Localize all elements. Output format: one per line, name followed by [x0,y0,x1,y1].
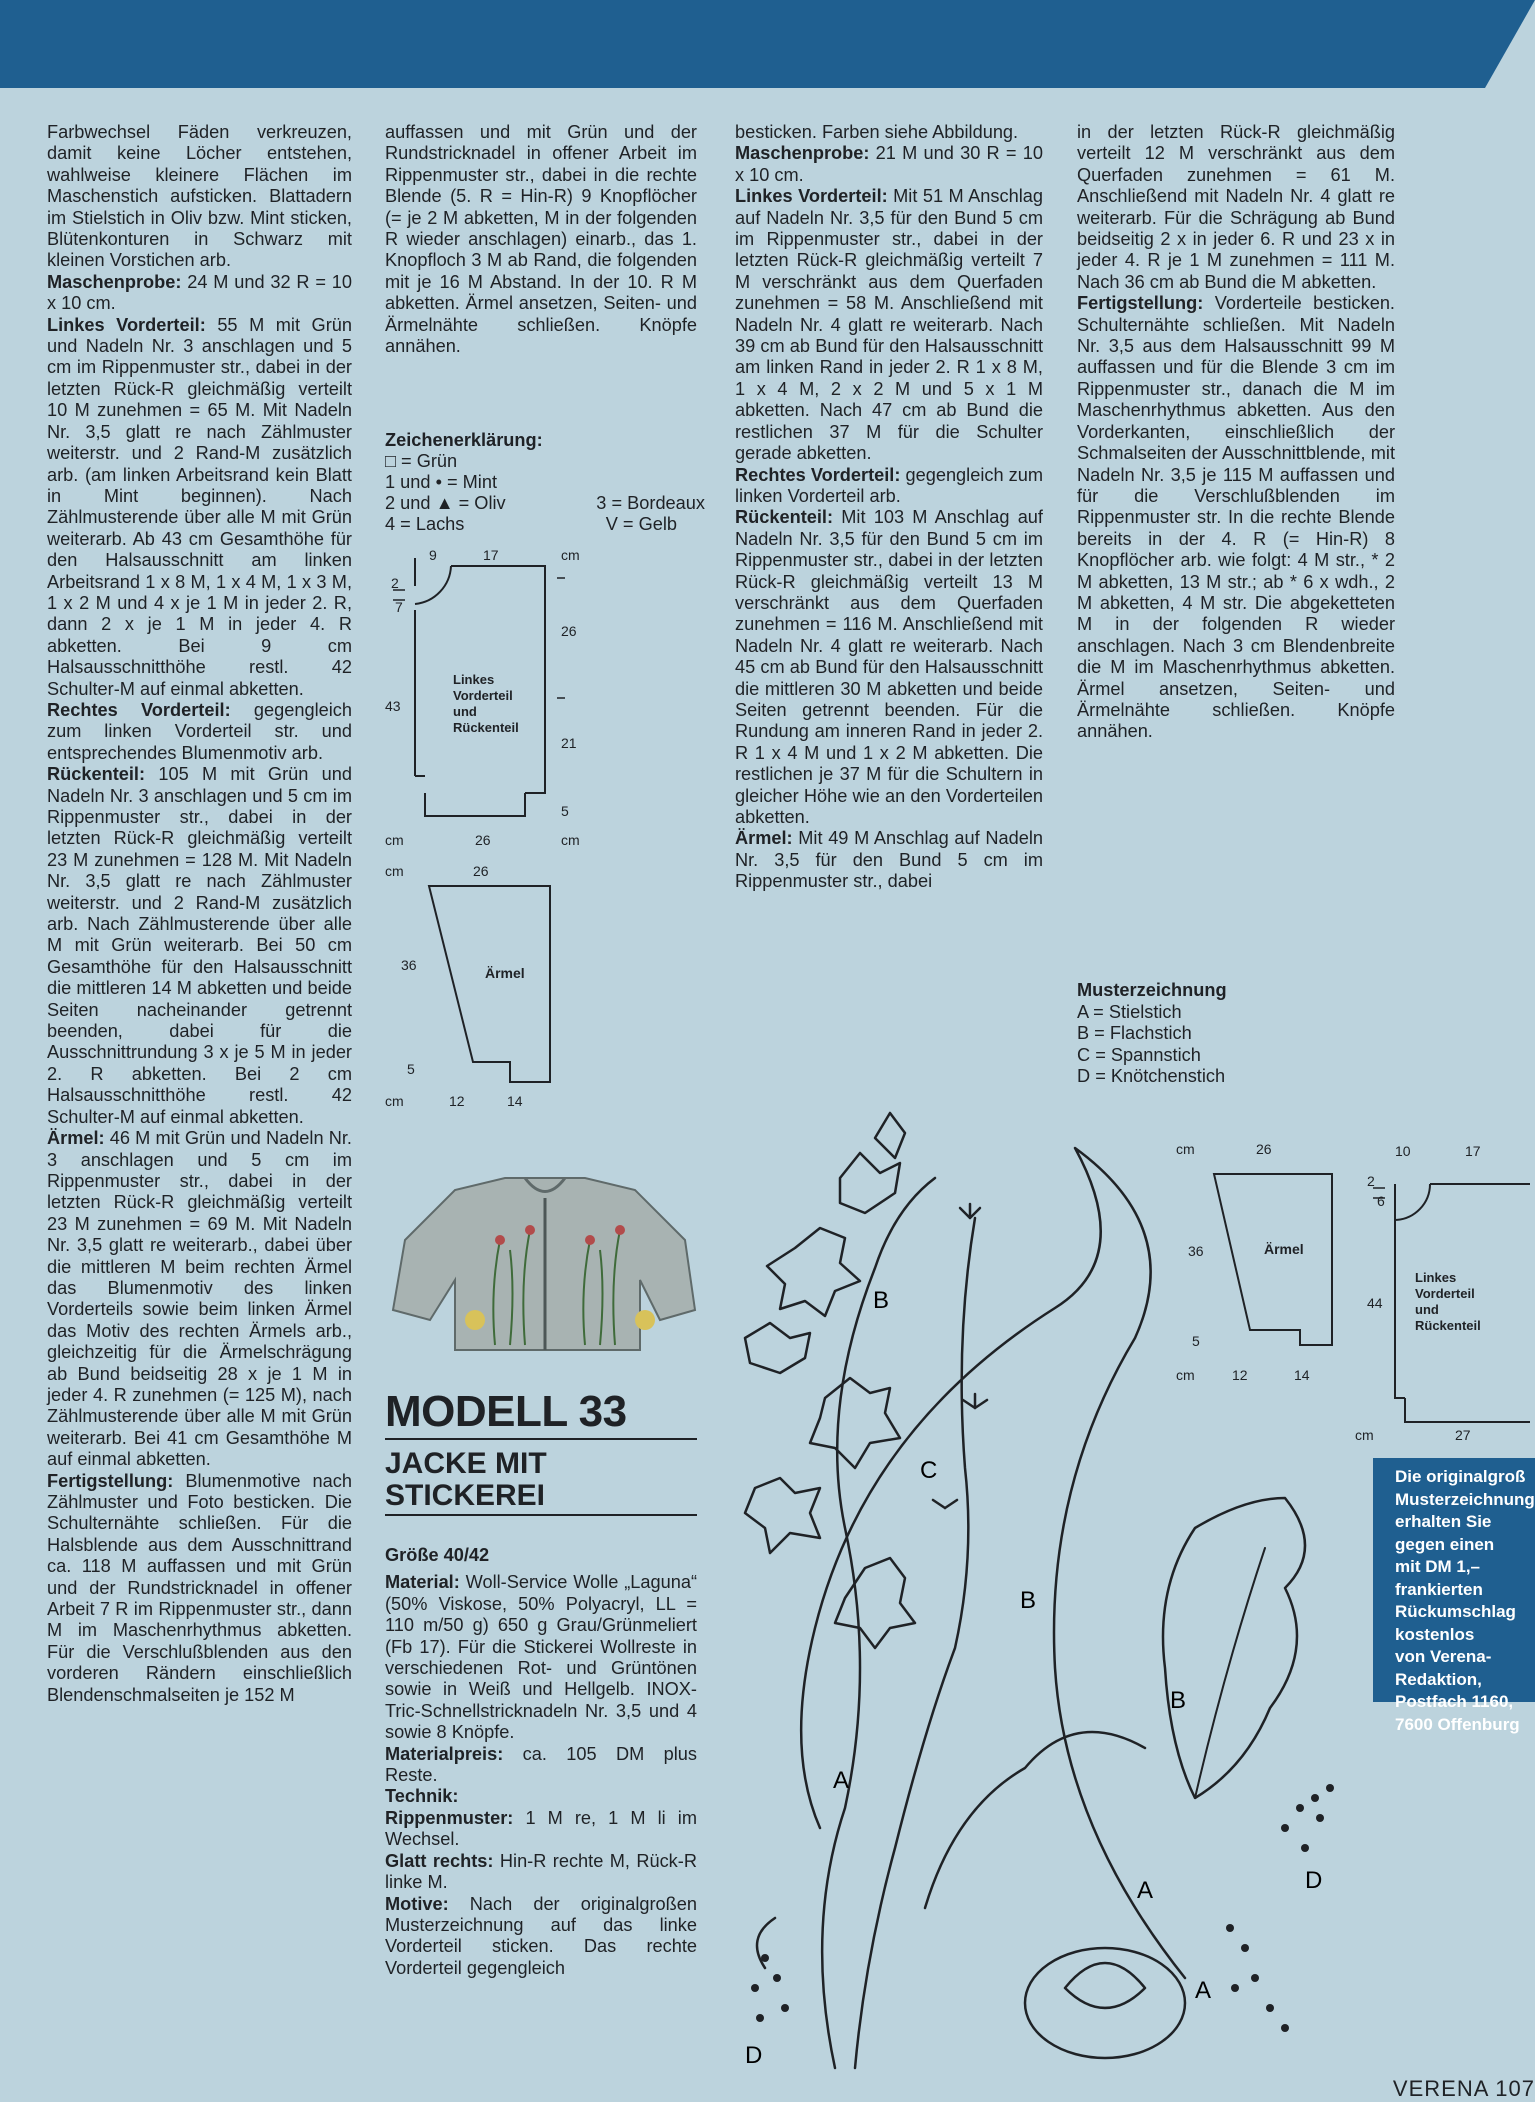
dim-label: 26 [475,832,491,848]
paragraph [735,465,1043,508]
title-rule [385,1514,697,1516]
paragraph-heading: Material: [385,1572,460,1593]
stitch-label: B [1170,1687,1187,1714]
paragraph-heading: Fertigstellung: [47,1470,174,1491]
embroidery-pattern [725,1108,1365,2078]
top-color-band [0,0,1535,88]
model-name-line2: STICKEREI [385,1479,546,1512]
dim-label: 43 [385,698,401,714]
paragraph [735,186,1043,464]
order-info-line: frankierten [1395,1579,1483,1599]
paragraph [735,507,1043,828]
sweater-photo [385,1170,703,1370]
paragraph-heading: Ärmel: [47,1128,105,1149]
paragraph-text: besticken. Farben siehe Abbildung. [735,122,1019,142]
paragraph [1077,293,1395,743]
paragraph-text: Nach der originalgroßen Musterzeichnung auf das linke Vorderteil sticken. Das rechte Vorderteil gegengleich [385,1893,697,1978]
paragraph [385,1744,697,1787]
paragraph-heading: Technik: [385,1786,459,1807]
ivy-leaf [840,1153,900,1213]
dim-label: 21 [561,735,577,751]
dim-label: 36 [1188,1243,1204,1259]
paragraph-text: auffassen und mit Grün und der Rundstricknadel in offener Arbeit im Rippenmuster str., dabei in die rechte Blende (5. R = Hin-R) 9 Knopflöcher (= je 2 M abketten, M in der folgenden R wieder anschlagen) einarb., das 1. Knopfloch 3 M ab Rand, die folgenden mit je 16 M Abstand. In der 10. R M abketten. Ärmel ansetzen, Seiten- und Ärmelnähte schließen. Knöpfe annähen. [385,122,697,357]
dim-label: cm [1355,1427,1374,1440]
paragraph-text: Woll-Service Wolle „Laguna“ (50% Viskose, 50% Polyacryl, LL = 110 m/50 g) 650 g Grau/Grünmeliert (Fb 17). Für die Stickerei Wollreste in verschiedenen Rot- und Grüntönen sowie in Weiß und Hellgelb. INOX-Tric-Schnellstricknadeln Nr. 3,5 und 4 sowie 8 Knöpfe. [385,1572,697,1743]
paragraph [385,1572,697,1743]
title-rule [385,1438,697,1440]
model-number: MODELL 33 [385,1387,627,1436]
schematic-label: Linkes [1415,1270,1457,1285]
paragraph-heading: Rechtes Vorderteil: [735,464,901,485]
paragraph-heading: Maschenprobe: [47,271,182,292]
order-info-line: kostenlos [1395,1624,1475,1644]
ivy-leaf [810,1378,900,1468]
dim-label: cm [385,832,404,848]
paragraph-text: Blumenmotive nach Zählmuster und Foto besticken. Die Schulternähte schließen. Für die Halsblende aus dem Ausschnittrand ca. 118 M auffassen und mit Grün und der Rundstricknadel in offener Arbeit 7 R im Rippenmuster str., dann M im Maschenrhythmus abketten. Für die Verschlußblenden aus den vorderen Rändern einschließlich Blendenschmalseiten je 152 M [47,1470,352,1705]
paragraph-heading: Linkes Vorderteil: [47,314,206,335]
schematic-label: Linkes [453,672,495,687]
schematic-label: Ärmel [1264,1241,1304,1257]
paragraph [385,122,697,357]
stitch-label: A [1137,1877,1154,1904]
schematic-label: und [453,704,477,719]
neck-curve [415,566,451,604]
text-column-1 [47,122,352,1706]
dim-label: 26 [561,623,577,639]
stem-middle [855,1218,975,2068]
stitch-label: D [745,2042,763,2069]
dim-label: cm [385,863,404,879]
ivy-leaf [835,1558,915,1648]
legend-line [385,514,705,535]
dim-label: 10 [1395,1143,1411,1159]
dim-label: 6 [1377,1193,1385,1209]
paragraph-text: Farbwechsel Fäden verkreuzen, damit keine Löcher entstehen, wahlweise kleinere Flächen im Maschenstich aufsticken. Blattadern im Stielstich in Oliv bzw. Mint sticken, Blütenkonturen in Schwarz mit kleinen Vorstichen arb. [47,122,352,271]
legend-line [385,493,705,514]
dim-label: 14 [1294,1367,1310,1383]
dim-label: 26 [1256,1141,1272,1157]
ivy-leaf [745,1323,810,1373]
order-info-line: Rückumschlag [1395,1602,1516,1621]
legend-line: □ = Grün [385,451,458,471]
paragraph-text: Hin-R rechte M, Rück-R linke M. [385,1850,697,1893]
dim-label: 26 [473,863,489,879]
order-info-line: 7600 Offenburg [1395,1714,1520,1734]
paragraph [47,272,352,315]
dim-label: cm [561,548,580,563]
paragraph [385,1808,697,1851]
schematic-label: Rückenteil [1415,1318,1481,1333]
dim-label: 14 [507,1093,523,1109]
dim-label: 12 [449,1093,465,1109]
paragraph-heading: Rippenmuster: [385,1807,514,1828]
dim-label: 36 [401,957,417,973]
paragraph-heading: Rückenteil: [735,507,834,528]
paragraph-heading: Motive: [385,1893,449,1914]
schematic-sleeve [385,862,605,1112]
schematic-front-back-2 [1355,1140,1535,1440]
paragraph-heading: Rechtes Vorderteil: [47,699,231,720]
paragraph [47,1471,352,1706]
dim-label: 44 [1367,1295,1383,1311]
text-column-4 [1077,122,1395,743]
text-column-3 [735,122,1043,893]
stitch-legend-item: A = Stielstich [1077,1001,1182,1022]
model-name-line1: JACKE MIT [385,1447,547,1480]
order-info-line: erhalten Sie [1395,1512,1492,1531]
paragraph-text: 1 M re, 1 M li im Wechsel. [385,1807,697,1850]
dim-label: cm [1176,1141,1195,1157]
schematic-front-back [385,548,605,848]
paragraph-heading: Ärmel: [735,828,793,849]
paragraph [47,700,352,764]
schematic-label: Rückenteil [453,720,519,735]
dim-label: 9 [429,548,437,563]
dim-label: 2 [391,575,399,591]
stitch-legend [1077,980,1227,1088]
poppy-flower [1025,1948,1185,2058]
paragraph [735,828,1043,892]
order-info-line: Redaktion, [1395,1669,1482,1689]
order-info-line: gegen einen [1395,1534,1495,1554]
order-info-line: von Verena- [1395,1647,1492,1666]
paragraph-text: ca. 105 DM plus Reste. [385,1743,697,1786]
dim-label: 5 [407,1061,415,1077]
stitch-legend-item: C = Spannstich [1077,1044,1201,1065]
stitch-label: D [1305,1867,1323,1894]
paragraph [735,143,1043,186]
paragraph [385,1786,697,1807]
stitch-legend-item: D = Knötchenstich [1077,1066,1226,1086]
paragraph-text: Vorderteile besticken. Schulternähte schließen. Mit Nadeln Nr. 3,5 aus dem Halsausschnitt 99 M auffassen und für die Blende 3 cm im Rippenmuster str., danach die M im Maschenrhythmus abketten. Aus den Vorderkanten, einschließlich der Schmalseiten der Ausschnittblende, mit Nadeln Nr. 3,5 je 115 M auffassen und für die Verschlußblenden im Rippenmuster str. In die rechte Blende bereits in der 4. R (= Hin-R) 8 Knopflöcher arb. wie folgt: 4 M str., * 2 M abketten, 13 M str.; ab * 6 x wdh., 2 M abketten, 4 M str. Die abgeketteten M in der folgenden R wieder anschlagen. Nach 3 cm Blendenbreite die M im Maschenrhythmus abketten. Ärmel ansetzen, Seiten- und Ärmelnähte schließen. Knöpfe annähen. [1077,293,1395,742]
stitch-legend-heading: Musterzeichnung [1077,980,1227,1000]
paragraph [735,122,1043,143]
dim-label: cm [385,1093,404,1109]
paragraph-heading: Linkes Vorderteil: [735,186,888,207]
stitch-label: B [873,1287,890,1314]
schematic-label: Vorderteil [1415,1286,1475,1301]
stitch-label: C [920,1457,938,1484]
legend-line: 1 und • = Mint [385,472,498,492]
paragraph-text: Mit 103 M Anschlag auf Nadeln Nr. 3,5 für den Bund 5 cm im Rippenmuster str., dabei in der letzten Rück-R gleichmäßig verteilt 13 M verschränkt aus dem Querfaden zunehmen = 116 M. Anschließend mit Nadeln Nr. 4 glatt re weiterarb. Nach 45 cm ab Bund für den Halsausschnitt die mittleren 30 M abketten und beide Seiten getrennt beenden. Für die Rundung am inneren Rand in jeder 2. R 1 x 4 M und 1 x 2 M abketten. Die restlichen je 37 M für die Schultern in gleicher Höhe wie an den Vorderteilen abketten. [735,507,1043,827]
schematic-label: Ärmel [485,965,525,981]
paragraph-text: gegengleich zum linken Vorderteil str. und entsprechendes Blumenmotiv arb. [47,699,352,763]
paragraph-text: 55 M mit Grün und Nadeln Nr. 3 anschlagen und 5 cm im Rippenmuster str., dabei in der letzten Rück-R gleichmäßig verteilt 10 M zunehmen = 65 M. Mit Nadeln Nr. 3,5 glatt re nach Zählmuster weiterstr. und 2 Rand-M zusätzlich arb. (am linken Arbeitsrand kein Blatt in Mint beginnen). Nach Zählmusterende über alle M mit Grün weiterarb. Ab 43 cm Gesamthöhe für den Halsausschnitt am linken Arbeitsrand 1 x 8 M, 1 x 4 M, 1 x 3 M, 1 x 2 M und 4 x je 1 M in jeder 2. R, dann 2 x je 1 M in jeder 4. R abketten. Bei 9 cm Halsausschnitthöhe restl. 42 Schulter-M auf einmal abketten. [47,314,352,699]
stitch-legend-item: B = Flachstich [1077,1023,1192,1043]
dim-label: 27 [1455,1427,1471,1440]
paragraph-text: 21 M und 30 R = 10 x 10 cm. [735,143,1043,185]
paragraph [385,1851,697,1894]
order-info-box [1373,1458,1535,1734]
stem-tall-leaf [801,1148,1185,1978]
stitch-label: B [1020,1587,1037,1614]
paragraph [385,1894,697,1980]
dim-label: 5 [1192,1333,1200,1349]
paragraph [1077,122,1395,293]
schematic-label: Vorderteil [453,688,513,703]
paragraph-heading: Maschenprobe: [735,143,870,164]
model-title [385,1388,697,1516]
paragraph-text: 46 M mit Grün und Nadeln Nr. 3 anschlagen und 5 cm im Rippenmuster str., dabei in der letzten Rück-R gleichmäßig verteilt 23 M zunehmen = 69 M. Mit Nadeln Nr. 3,5 glatt re weiterarb., dabei über die mittleren M beim rechten Ärmel das Blumenmotiv des linken Vorderteils sowie beim linken Ärmel das Motiv des rechten Ärmels arb., gleichzeitig für die Ärmelschrägung ab Bund beidseitig 28 x je 1 M in jeder 4. R zunehmen (= 125 M), nach Zählmusterende über alle M mit Grün weiterarb. Bei 41 cm Gesamthöhe M auf einmal abketten. [47,1128,352,1470]
paragraph-text: 105 M mit Grün und Nadeln Nr. 3 anschlagen und 5 cm im Rippenmuster str., dabei in der letzten Rück-R gleichmäßig verteilt 23 M zunehmen = 128 M. Mit Nadeln Nr. 3,5 glatt re nach Zählmuster weiterstr. und 2 Rand-M zusätzlich arb. Nach Zählmusterende über alle M mit Grün weiterarb. Bei 50 cm Gesamthöhe für den Halsausschnitt die mittleren 14 M abketten und beide Seiten nacheinander getrennt beenden, dabei für die Ausschnittrundung 3 x je 5 M in jeder 2. R abketten. Bei 2 cm Halsausschnitthöhe restl. 42 Schulter-M auf einmal abketten. [47,764,352,1127]
dim-label: 12 [1232,1367,1248,1383]
paragraph [47,122,352,272]
legend-item: V = Gelb [605,514,677,534]
paragraph-text: Mit 51 M Anschlag auf Nadeln Nr. 3,5 für den Bund 5 cm im Rippenmuster str., dabei in der letzten Rück-R gleichmäßig verteilt 7 M verschränkt aus dem Querfaden zunehmen = 58 M. Anschließend mit Nadeln Nr. 4 glatt re weiterarb. Nach 39 cm ab Bund für den Halsausschnitt am linken Rand in jeder 2. R 1 x 8 M, 1 x 4 M, 2 x 2 M und 5 x 1 M abketten. Nach 47 cm ab Bund die restlichen 37 M für die Schulter gerade abketten. [735,186,1043,464]
paragraph [47,1128,352,1471]
stitch-label: A [833,1767,850,1794]
dim-label: 5 [561,803,569,819]
paragraph-heading: Materialpreis: [385,1743,504,1764]
sleeve-outline [429,886,550,1082]
dim-label: 17 [483,548,499,563]
band-corner-notch [1485,0,1535,88]
dim-label: cm [561,832,580,848]
schematic-label: und [1415,1302,1439,1317]
paragraph-heading: Glatt rechts: [385,1850,494,1871]
ivy-leaf [875,1113,905,1158]
ivy-leaf [745,1478,820,1553]
paragraph-text: in der letzten Rück-R gleichmäßig verteilt 12 M verschränkt aus dem Querfaden zunehmen = 61 M. Anschließend mit Nadeln Nr. 4 glatt re weiterarb. Für die Schrägung ab Bund beidseitig 2 x in jeder 6. R und 23 x in jeder 4. R je 1 M zunehmen = 111 M. Nach 36 cm ab Bund die M abketten. [1077,122,1395,292]
dim-label: 2 [1367,1173,1375,1189]
paragraph [47,315,352,700]
order-info-line: Postfach 1160, [1395,1692,1514,1711]
paragraph-text: gegengleich zum linken Vorderteil arb. [735,464,1043,506]
paragraph-heading: Rückenteil: [47,764,146,785]
page-footer: VERENA 107 [1392,2076,1535,2101]
materials-section [385,1545,697,1979]
order-info-line: Die originalgroß [1395,1467,1526,1486]
stitch-label: A [1195,1977,1212,2004]
legend-item: 3 = Bordeaux [596,493,705,513]
paragraph-heading: Größe 40/42 [385,1545,490,1565]
order-info-line: Musterzeichnung [1395,1489,1535,1509]
paragraph-text: Mit 49 M Anschlag auf Nadeln Nr. 3,5 für den Bund 5 cm im Rippenmuster str., dabei [735,828,1043,892]
dim-label: 7 [395,599,403,615]
dim-label: cm [1176,1367,1195,1383]
paragraph [385,1545,697,1566]
dim-label: 17 [1465,1143,1481,1159]
text-column-2 [385,122,697,357]
legend-item: 4 = Lachs [385,514,465,534]
paragraph [47,764,352,1128]
paragraph-text: 24 M und 32 R = 10 x 10 cm. [47,271,352,314]
order-info-line: mit DM 1,– [1395,1557,1481,1576]
legend-heading: Zeichenerklärung: [385,430,543,450]
legend-item: 2 und ▲ = Oliv [385,493,506,513]
ivy-leaf [767,1228,860,1316]
paragraph-heading: Fertigstellung: [1077,293,1204,314]
symbol-legend [385,430,705,535]
